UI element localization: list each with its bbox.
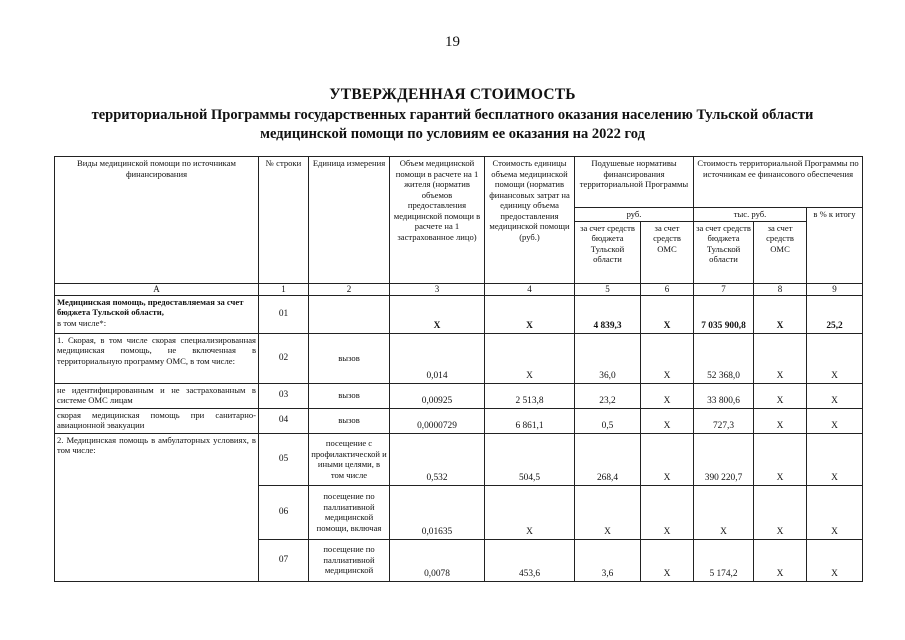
- row-unit: посещение с профилактической и иными целями, в том числе: [309, 433, 390, 485]
- index-cell: 9: [807, 283, 863, 295]
- row-unit: вызов: [309, 408, 390, 433]
- table-row: [55, 383, 863, 408]
- document-title: УТВЕРЖДЕННАЯ СТОИМОСТЬ: [329, 86, 576, 103]
- row-value-6: Х: [641, 333, 694, 383]
- row-number: 02: [259, 333, 309, 383]
- cost-table: [54, 156, 863, 582]
- row-value-6: Х: [641, 295, 694, 333]
- document-subtitle: [0, 106, 905, 144]
- row-name: 2. Медицинская помощь в амбулаторных условиях, в том числе:: [55, 433, 259, 581]
- row-unit: посещение по паллиативной медицинской помощи, включая: [309, 485, 390, 539]
- row-value-7: 5 174,2: [694, 539, 754, 581]
- row-value-3: 0,014: [390, 333, 485, 383]
- index-cell: 4: [485, 283, 575, 295]
- row-value-4: Х: [485, 295, 575, 333]
- row-value-9: Х: [807, 539, 863, 581]
- row-unit: вызов: [309, 383, 390, 408]
- row-value-3: 0,532: [390, 433, 485, 485]
- row-value-9: Х: [807, 408, 863, 433]
- row-name: 1. Скорая, в том числе скорая специализированная медицинская помощь, не включенная в территориальную программу ОМС, в том числе:: [55, 333, 259, 383]
- row-unit: посещение по паллиативной медицинской: [309, 539, 390, 581]
- row-value-8: Х: [754, 433, 807, 485]
- index-cell: 3: [390, 283, 485, 295]
- row-value-7: 727,3: [694, 408, 754, 433]
- row-value-8: Х: [754, 408, 807, 433]
- index-cell: 5: [575, 283, 641, 295]
- header-col-6: за счет средств ОМС: [641, 221, 694, 283]
- header-col-5: за счет средств бюджета Тульской области: [575, 221, 641, 283]
- row-value-3: Х: [390, 295, 485, 333]
- row-number: 01: [259, 295, 309, 333]
- row-name-suffix: в том числе*:: [57, 317, 107, 328]
- row-value-8: Х: [754, 295, 807, 333]
- row-value-9: Х: [807, 383, 863, 408]
- index-cell: 1: [259, 283, 309, 295]
- header-col-2: Единица измерения: [309, 157, 390, 284]
- header-group-program-cost: Стоимость территориальной Программы по источникам ее финансового обеспечения: [694, 157, 863, 208]
- index-cell: 6: [641, 283, 694, 295]
- header-col-4: Стоимость единицы объема медицинской помощи (норматив финансовых затрат на единицу объема предоставления медицинской помощи (руб.): [485, 157, 575, 284]
- subtitle-line-1: территориальной Программы государственных гарантий бесплатного оказания населению Тульской области: [91, 107, 814, 123]
- row-value-6: Х: [641, 408, 694, 433]
- header-col-1: № строки: [259, 157, 309, 284]
- header-col-3: Объем медицинской помощи в расчете на 1 жителя (норматив объемов предоставления медицинской помощи в расчете на 1 застрахованное лицо): [390, 157, 485, 284]
- row-number: 06: [259, 485, 309, 539]
- row-value-5: 268,4: [575, 433, 641, 485]
- row-value-8: Х: [754, 333, 807, 383]
- index-cell: 8: [754, 283, 807, 295]
- row-value-4: Х: [485, 485, 575, 539]
- header-col-7: за счет средств бюджета Тульской области: [694, 221, 754, 283]
- row-name: [55, 295, 259, 333]
- row-value-3: 0,0078: [390, 539, 485, 581]
- row-value-8: Х: [754, 383, 807, 408]
- row-unit: [309, 295, 390, 333]
- row-value-3: 0,0000729: [390, 408, 485, 433]
- row-value-3: 0,01635: [390, 485, 485, 539]
- row-value-4: 2 513,8: [485, 383, 575, 408]
- row-value-6: Х: [641, 539, 694, 581]
- header-unit-rub: руб.: [575, 208, 694, 222]
- table-row: [55, 408, 863, 433]
- row-number: 05: [259, 433, 309, 485]
- row-number: 07: [259, 539, 309, 581]
- table-row: [55, 295, 863, 333]
- row-value-7: 33 800,6: [694, 383, 754, 408]
- row-value-5: 4 839,3: [575, 295, 641, 333]
- index-cell: А: [55, 283, 259, 295]
- row-name: скорая медицинская помощь при санитарно-авиационной эвакуации: [55, 408, 259, 433]
- subtitle-line-2: медицинской помощи по условиям ее оказания на 2022 год: [260, 126, 645, 142]
- row-value-9: 25,2: [807, 295, 863, 333]
- row-value-4: 453,6: [485, 539, 575, 581]
- header-col-a: Виды медицинской помощи по источникам финансирования: [55, 157, 259, 284]
- row-unit: вызов: [309, 333, 390, 383]
- row-value-7: 52 368,0: [694, 333, 754, 383]
- row-value-6: Х: [641, 485, 694, 539]
- row-value-5: 3,6: [575, 539, 641, 581]
- row-name: не идентифицированным и не застрахованным в системе ОМС лицам: [55, 383, 259, 408]
- row-value-5: 0,5: [575, 408, 641, 433]
- row-value-4: Х: [485, 333, 575, 383]
- row-value-9: Х: [807, 433, 863, 485]
- row-value-6: Х: [641, 383, 694, 408]
- row-value-5: 36,0: [575, 333, 641, 383]
- row-value-8: Х: [754, 539, 807, 581]
- header-unit-thousand-rub: тыс. руб.: [694, 208, 807, 222]
- header-col-9: в % к итогу: [807, 208, 863, 284]
- row-name-main: Медицинская помощь, предоставляемая за счет бюджета Тульской области,: [57, 296, 244, 317]
- row-value-6: Х: [641, 433, 694, 485]
- row-value-7: 390 220,7: [694, 433, 754, 485]
- table-row: [55, 333, 863, 383]
- index-cell: 2: [309, 283, 390, 295]
- header-group-per-capita: Подушевые нормативы финансирования территориальной Программы: [575, 157, 694, 208]
- row-value-5: 23,2: [575, 383, 641, 408]
- row-number: 04: [259, 408, 309, 433]
- row-value-4: 6 861,1: [485, 408, 575, 433]
- table-row: [55, 433, 863, 485]
- row-value-4: 504,5: [485, 433, 575, 485]
- row-value-7: Х: [694, 485, 754, 539]
- row-value-7: 7 035 900,8: [694, 295, 754, 333]
- index-cell: 7: [694, 283, 754, 295]
- row-value-5: Х: [575, 485, 641, 539]
- row-number: 03: [259, 383, 309, 408]
- row-value-8: Х: [754, 485, 807, 539]
- header-col-8: за счет средств ОМС: [754, 221, 807, 283]
- row-value-9: Х: [807, 485, 863, 539]
- row-value-3: 0,00925: [390, 383, 485, 408]
- page-number: 19: [445, 34, 460, 50]
- row-value-9: Х: [807, 333, 863, 383]
- column-index-row: [55, 283, 863, 295]
